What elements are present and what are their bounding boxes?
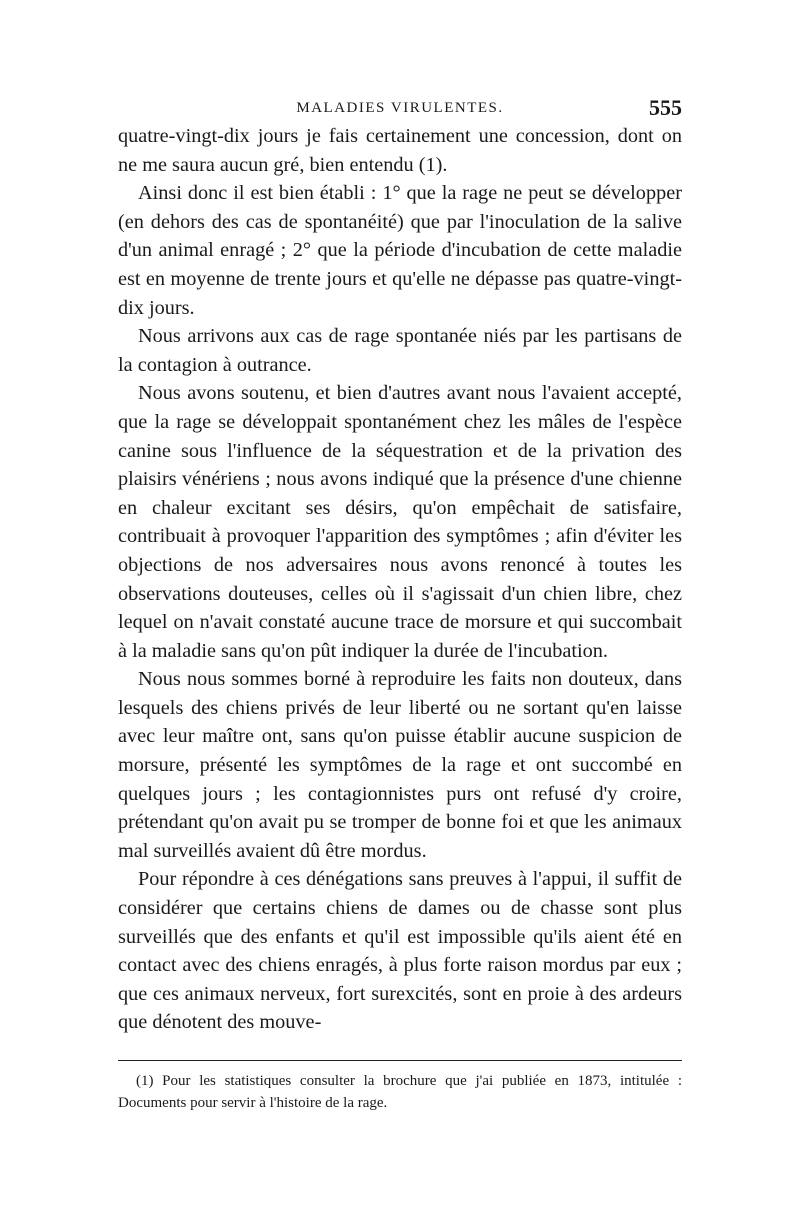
page-number: 555: [649, 95, 682, 120]
paragraph: Ainsi donc il est bien établi : 1° que la rage ne peut se développer (en dehors des cas de spontanéité) que par l'inoculation de la salive d'un animal enragé ; 2° que la période d'incubation de cette maladie est en moyenne de trente jours et qu'elle ne dépasse pas quatre-vingt-dix jours.: [118, 182, 682, 319]
body-text: [118, 122, 682, 1037]
footnote-separator-rule: [118, 1060, 682, 1061]
paragraph: Nous avons soutenu, et bien d'autres avant nous l'avaient accepté, que la rage se développait spontanément chez les mâles de l'espèce canine sous l'influence de la séquestration et de la privation des plaisirs vénériens ; nous avons indiqué que la présence d'une chienne en chaleur excitant ses désirs, qu'on empêchait de satisfaire, contribuait à provoquer l'apparition des symptômes ; afin d'éviter les objections de nos adversaires nous avons renoncé à toutes les observations douteuses, celles où il s'agissait d'un chien libre, chez lequel on n'avait constaté aucune trace de morsure et qui succombait à la maladie sans qu'on pût indiquer la durée de l'incubation.: [118, 382, 682, 662]
footnote: (1) Pour les statistiques consulter la brochure que j'ai publiée en 1873, intitulée : Documents pour servir à l'histoire de la rage.: [118, 1073, 682, 1111]
paragraph: quatre-vingt-dix jours je fais certainement une concession, dont on ne me saura aucun gré, bien entendu (1).: [118, 125, 682, 176]
paragraph: Pour répondre à ces dénégations sans preuves à l'appui, il suffit de considérer que certains chiens de dames ou de chasse sont plus surveillés que des enfants et qu'il est impossible qu'ils aient été en contact avec des chiens enragés, à plus forte raison mordus par eux ; que ces animaux nerveux, fort surexcités, sont en proie à des ardeurs que dénotent des mouve-: [118, 868, 682, 1034]
paragraph: Nous arrivons aux cas de rage spontanée niés par les partisans de la contagion à outrance.: [118, 325, 682, 376]
running-head: [118, 95, 682, 125]
paragraph: Nous nous sommes borné à reproduire les faits non douteux, dans lesquels des chiens privés de leur liberté ou ne sortant qu'en laisse avec leur maître ont, sans qu'on puisse établir aucune suspicion de morsure, présenté les symptômes de la rage et ont succombé en quelques jours ; les contagionnistes purs ont refusé d'y croire, prétendant qu'on avait pu se tromper de bonne foi et que les animaux mal surveillés avaient dû être mordus.: [118, 668, 682, 862]
running-title: MALADIES VIRULENTES.: [296, 100, 504, 116]
